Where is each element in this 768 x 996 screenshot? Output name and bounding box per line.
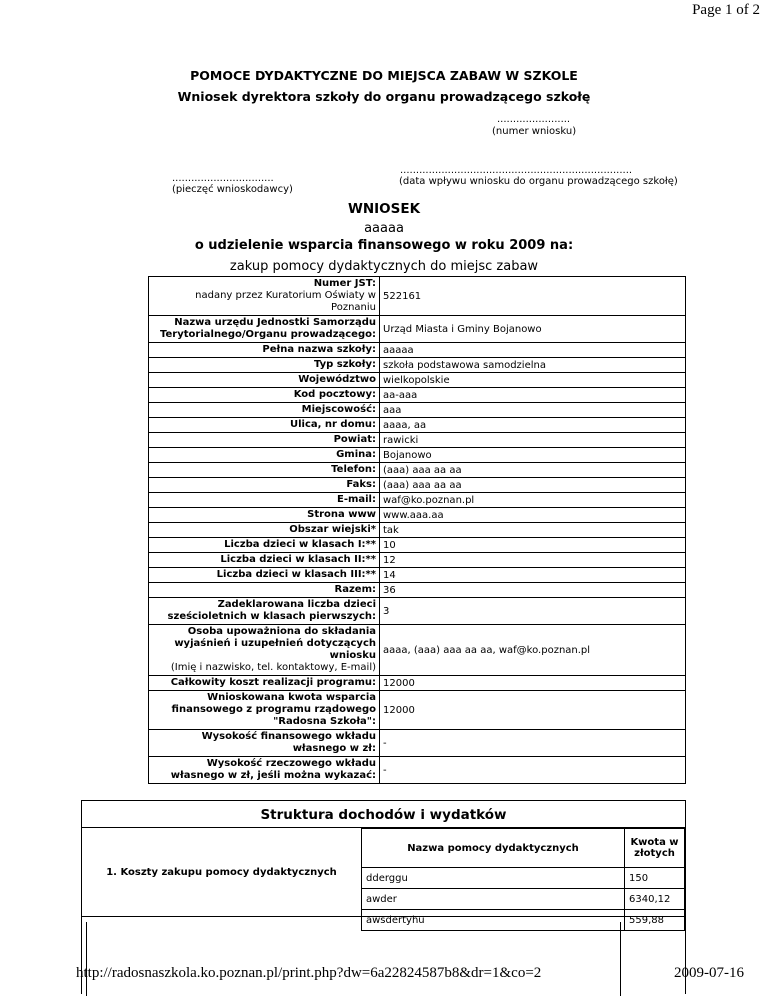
field-label-text: E-mail: — [336, 494, 376, 505]
field-label-text: Wysokość finansowego wkładu własnego w zł: — [201, 731, 376, 754]
form-row — [149, 583, 686, 598]
field-value: (aaa) aaa aa aa — [380, 463, 686, 478]
item-row — [362, 889, 685, 910]
field-sublabel: (Imię i nazwisko, tel. kontaktowy, E-mail) — [170, 662, 376, 673]
page-marker: Page 1 of 2 — [692, 2, 760, 18]
field-value: aaaa, (aaa) aaa aa aa, waf@ko.poznan.pl — [380, 625, 686, 676]
document-title: POMOCE DYDAKTYCZNE DO MIEJSCA ZABAW W SZKOLE — [190, 68, 578, 83]
form-row — [149, 676, 686, 691]
field-label — [149, 316, 380, 343]
form-row — [149, 388, 686, 403]
field-value: 12000 — [380, 691, 686, 730]
field-label-text: Pełna nazwa szkoły: — [262, 344, 376, 355]
field-label-text: Liczba dzieci w klasach II:** — [220, 554, 376, 565]
field-value: aa-aaa — [380, 388, 686, 403]
table-divider — [86, 922, 87, 996]
data-wplywu-label: (data wpływu wniosku do organu prowadzącego szkołę) — [399, 176, 678, 187]
application-form-table — [148, 276, 686, 784]
field-label-text: Całkowity koszt realizacji programu: — [170, 677, 376, 688]
field-label — [149, 625, 380, 676]
field-label-text: Miejscowość: — [301, 404, 376, 415]
field-label-text: Obszar wiejski* — [289, 524, 376, 535]
field-value: 36 — [380, 583, 686, 598]
field-value: tak — [380, 523, 686, 538]
field-label — [149, 448, 380, 463]
field-value: (aaa) aaa aa aa — [380, 478, 686, 493]
field-label — [149, 598, 380, 625]
field-label — [149, 277, 380, 316]
field-label — [149, 478, 380, 493]
field-label — [149, 730, 380, 757]
field-label-text: Zadeklarowana liczba dzieci sześcioletnich w klasach pierwszych: — [167, 599, 376, 622]
field-label — [149, 403, 380, 418]
form-row — [149, 598, 686, 625]
form-row — [149, 493, 686, 508]
field-label — [149, 373, 380, 388]
table-divider — [620, 922, 621, 996]
items-header-row — [362, 829, 685, 868]
field-value: 10 — [380, 538, 686, 553]
field-label-text: Typ szkoły: — [313, 359, 376, 370]
numer-wniosku-label: (numer wniosku) — [492, 126, 577, 137]
field-label-text: Wysokość rzeczowego wkładu własnego w zł, jeśli można wykazać: — [170, 758, 376, 781]
form-row — [149, 730, 686, 757]
form-row — [149, 418, 686, 433]
field-label-text: Powiat: — [333, 434, 376, 445]
field-label — [149, 508, 380, 523]
field-label — [149, 343, 380, 358]
field-value: 12 — [380, 553, 686, 568]
field-label-text: Liczba dzieci w klasach III:** — [216, 569, 376, 580]
form-row — [149, 553, 686, 568]
field-label — [149, 568, 380, 583]
field-label-text: Numer JST: — [313, 278, 376, 289]
field-value: - — [380, 757, 686, 784]
wniosek-heading: WNIOSEK — [347, 201, 421, 217]
field-value: waf@ko.poznan.pl — [380, 493, 686, 508]
field-label — [149, 463, 380, 478]
form-row — [149, 358, 686, 373]
form-row — [149, 568, 686, 583]
field-label-text: Telefon: — [331, 464, 376, 475]
form-row — [149, 373, 686, 388]
field-label — [149, 691, 380, 730]
table-divider — [82, 916, 685, 917]
item-name: awder — [362, 889, 625, 910]
item-amount: 559,88 — [625, 910, 685, 931]
field-value: szkoła podstawowa samodzielna — [380, 358, 686, 373]
field-value: wielkopolskie — [380, 373, 686, 388]
form-row — [149, 277, 686, 316]
field-sublabel: nadany przez Kuratorium Oświaty w Poznaniu — [195, 290, 376, 313]
field-value: www.aaa.aa — [380, 508, 686, 523]
field-value: Bojanowo — [380, 448, 686, 463]
item-name: dderggu — [362, 868, 625, 889]
field-label-text: Gmina: — [336, 449, 376, 460]
field-label-text: Liczba dzieci w klasach I:** — [224, 539, 376, 550]
item-row — [362, 910, 685, 931]
field-label-text: Województwo — [298, 374, 376, 385]
field-label — [149, 538, 380, 553]
field-value: 522161 — [380, 277, 686, 316]
field-label-text: Faks: — [346, 479, 376, 490]
item-amount: 150 — [625, 868, 685, 889]
field-value: 3 — [380, 598, 686, 625]
form-row — [149, 757, 686, 784]
field-label — [149, 553, 380, 568]
field-label — [149, 523, 380, 538]
form-row — [149, 463, 686, 478]
field-label-text: Ulica, nr domu: — [289, 419, 376, 430]
items-header-amount: Kwota w złotych — [625, 829, 685, 868]
field-label-text: Osoba upoważniona do składania wyjaśnień i uzupełnień dotyczących wniosku — [174, 626, 376, 661]
field-value: rawicki — [380, 433, 686, 448]
field-label-text: Kod pocztowy: — [293, 389, 376, 400]
field-label — [149, 358, 380, 373]
request-subject: zakup pomocy dydaktycznych do miejsc zabaw — [229, 259, 539, 274]
form-row — [149, 448, 686, 463]
form-row — [149, 433, 686, 448]
field-value: aaa — [380, 403, 686, 418]
koszty-label: 1. Koszty zakupu pomocy dydaktycznych — [82, 828, 362, 916]
field-label-text: Razem: — [334, 584, 376, 595]
pieczec-label: (pieczęć wnioskodawcy) — [172, 184, 293, 195]
data-wplywu-dots: ......................................................................... — [400, 165, 633, 176]
field-label-text: Wnioskowana kwota wsparcia finansowego z programu rządowego "Radosna Szkoła": — [171, 692, 376, 727]
form-row — [149, 691, 686, 730]
form-row — [149, 508, 686, 523]
field-value: 12000 — [380, 676, 686, 691]
pieczec-dots: ................................ — [172, 173, 274, 184]
field-value: 14 — [380, 568, 686, 583]
field-label — [149, 418, 380, 433]
form-row — [149, 478, 686, 493]
field-label — [149, 757, 380, 784]
school-name-heading: aaaaa — [364, 221, 404, 236]
footer-url: http://radosnaszkola.ko.poznan.pl/print.php?dw=6a22824587b8&dr=1&co=2 — [76, 965, 542, 981]
footer-date: 2009-07-16 — [674, 965, 744, 981]
item-amount: 6340,12 — [625, 889, 685, 910]
field-value: aaaaa — [380, 343, 686, 358]
item-row — [362, 868, 685, 889]
items-header-name: Nazwa pomocy dydaktycznych — [362, 829, 625, 868]
field-label-text: Nazwa urzędu Jednostki Samorządu Terytorialnego/Organu prowadzącego: — [160, 317, 376, 340]
field-label — [149, 583, 380, 598]
form-row — [149, 625, 686, 676]
document-subtitle: Wniosek dyrektora szkoły do organu prowadzącego szkołę — [177, 89, 591, 104]
form-row — [149, 343, 686, 358]
field-value: Urząd Miasta i Gminy Bojanowo — [380, 316, 686, 343]
item-name: awsdertyhu — [362, 910, 625, 931]
form-row — [149, 538, 686, 553]
field-value: - — [380, 730, 686, 757]
form-row — [149, 403, 686, 418]
field-label-text: Strona www — [307, 509, 376, 520]
request-purpose-heading: o udzielenie wsparcia finansowego w roku 2009 na: — [194, 238, 574, 253]
numer-wniosku-dots: ....................... — [497, 114, 571, 125]
field-label — [149, 493, 380, 508]
form-row — [149, 523, 686, 538]
struktura-title: Struktura dochodów i wydatków — [260, 807, 507, 823]
field-value: aaaa, aa — [380, 418, 686, 433]
field-label — [149, 676, 380, 691]
form-row — [149, 316, 686, 343]
field-label — [149, 433, 380, 448]
field-label — [149, 388, 380, 403]
